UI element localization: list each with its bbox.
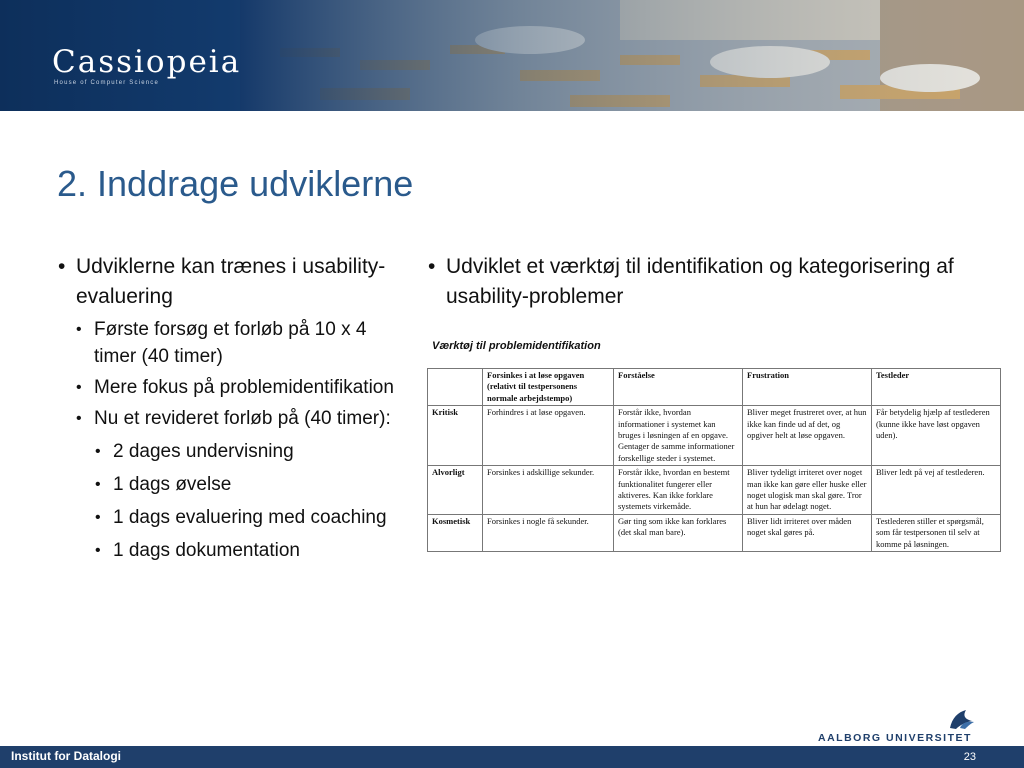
bullet-level2: • Nu et revideret forløb på (40 timer): xyxy=(76,405,398,432)
table-cell: Forstår ikke, hvordan informationer i systemet kan bruges i løsningen af en opgave. Gentager de samme informationer forskellige steder i systemet. xyxy=(614,406,743,466)
bullet-level3: • 1 dags øvelse xyxy=(95,471,398,498)
table-cell: Bliver meget frustreret over, at hun ikke kan finde ud af det, og opgiver helt at løse opgaven. xyxy=(743,406,872,466)
header-banner xyxy=(0,0,1024,111)
footer-bar xyxy=(0,746,1024,768)
table-cell: Forhindres i at løse opgaven. xyxy=(483,406,614,466)
table-header-cell: Forståelse xyxy=(614,369,743,406)
bullet-level3: • 2 dages undervisning xyxy=(95,438,398,465)
table-row xyxy=(428,514,1001,551)
right-bullet: • Udviklet et værktøj til identifikation og kategorisering af usability-problemer xyxy=(428,252,966,312)
bullet-level3: • 1 dags dokumentation xyxy=(95,537,398,564)
table-header-cell: Frustration xyxy=(743,369,872,406)
table-cell: Forsinkes i nogle få sekunder. xyxy=(483,514,614,551)
table-cell: Bliver tydeligt irriteret over noget man ikke kan gøre eller huske eller noget ulogisk man skal gøre. Tror at hun har ødelagt noget. xyxy=(743,466,872,515)
university-emblem-icon xyxy=(946,708,976,730)
aalborg-university-logo xyxy=(818,708,988,744)
table-row xyxy=(428,406,1001,466)
problem-identification-table xyxy=(427,368,1001,552)
table-row-label: Kritisk xyxy=(428,406,483,466)
table-cell: Forsinkes i adskillige sekunder. xyxy=(483,466,614,515)
table-row xyxy=(428,466,1001,515)
slide-title: 2. Inddrage udviklerne xyxy=(57,163,414,204)
cassiopeia-logo: Cassiopeia xyxy=(52,44,242,80)
table-header-cell: Forsinkes i at løse opgaven (relativt til testpersonens normale arbejdstempo) xyxy=(483,369,614,406)
table-row-label: Alvorligt xyxy=(428,466,483,515)
table-cell: Gør ting som ikke kan forklares (det skal man bare). xyxy=(614,514,743,551)
table-header-row xyxy=(428,369,1001,406)
table-header-cell: Testleder xyxy=(872,369,1001,406)
aalborg-university-logo-text: AALBORG UNIVERSITET xyxy=(818,732,972,744)
institution-label: Institut for Datalogi xyxy=(11,749,121,763)
table-cell: Testlederen stiller et spørgsmål, som får testpersonen til selv at komme på løsningen. xyxy=(872,514,1001,551)
table-cell: Får betydelig hjælp af testlederen (kunne ikke have løst opgaven uden). xyxy=(872,406,1001,466)
table-header-cell xyxy=(428,369,483,406)
bullet-level2: • Mere fokus på problemidentifikation xyxy=(76,374,398,401)
bullet-level1: • Udviklerne kan trænes i usability-evaluering xyxy=(58,252,398,312)
table-cell: Forstår ikke, hvordan en bestemt funktionalitet fungerer eller aktiveres. Kan ikke forklare systemets virkemåde. xyxy=(614,466,743,515)
bullet-level2: • Første forsøg et forløb på 10 x 4 timer (40 timer) xyxy=(76,316,398,370)
banner-photo xyxy=(240,0,1024,111)
tool-caption: Værktøj til problemidentifikation xyxy=(432,340,601,352)
table-cell: Bliver ledt på vej af testlederen. xyxy=(872,466,1001,515)
table-cell: Bliver lidt irriteret over måden noget skal gøres på. xyxy=(743,514,872,551)
bullet-level3: • 1 dags evaluering med coaching xyxy=(95,504,398,531)
page-number: 23 xyxy=(963,751,976,763)
table-row-label: Kosmetisk xyxy=(428,514,483,551)
left-bullet-list xyxy=(58,252,398,564)
cassiopeia-logo-subtitle: House of Computer Science xyxy=(54,80,160,86)
